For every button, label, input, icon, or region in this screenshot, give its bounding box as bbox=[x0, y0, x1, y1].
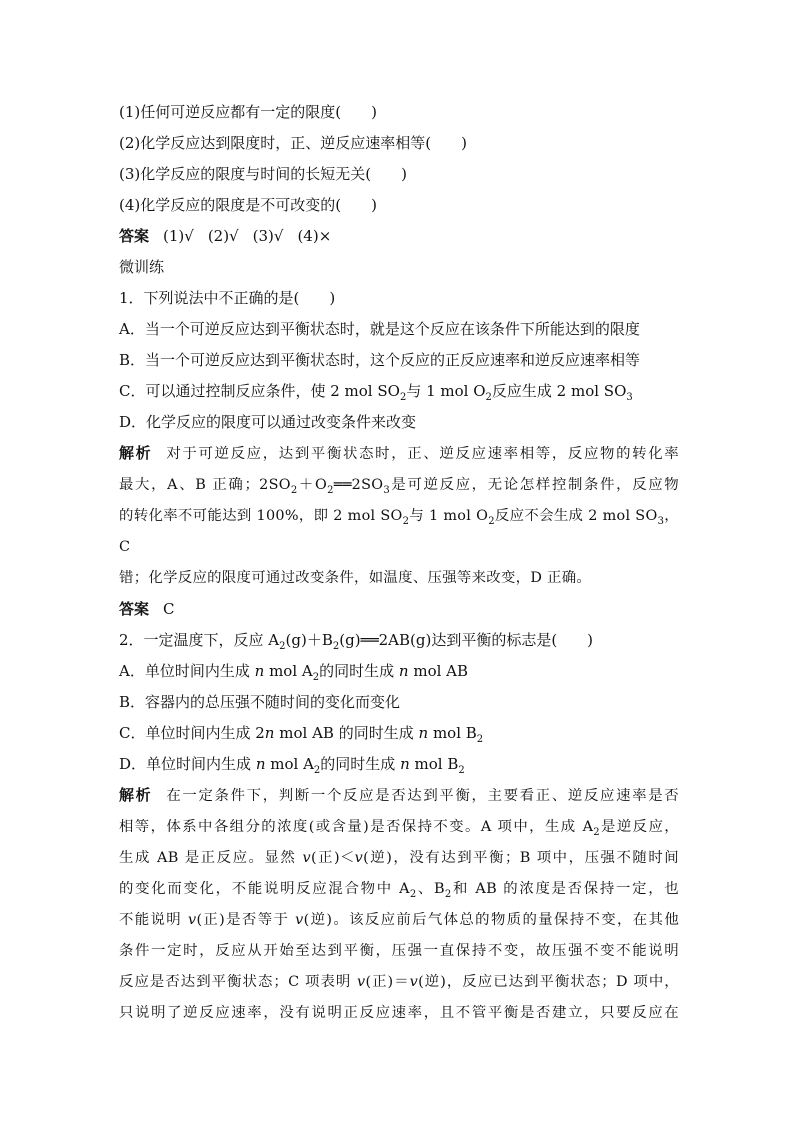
q2-explain-line-6: 条件一定时，反应从开始至达到平衡，压强一直保持不变，故压强不变不能说明 bbox=[119, 943, 679, 959]
q2-explain-line-5: 不能说明 v(正)是否等于 v(逆)。该反应前后气体总的物质的量保持不变，在其他 bbox=[119, 912, 680, 928]
judgment-2: (2)化学反应达到限度时，正、逆反应速率相等( ) bbox=[119, 134, 467, 152]
q1-option-c: C．可以通过控制反应条件，使 2 mol $SO_2$与 1 mol $O_2$反应生成 2 mol $SO_3$ bbox=[119, 382, 633, 403]
answer-label: 答案 bbox=[119, 227, 150, 245]
q2-option-b: B．容器内的总压强不随时间的变化而变化 bbox=[119, 693, 401, 711]
judgment-4: (4)化学反应的限度是不可改变的( ) bbox=[119, 196, 377, 214]
q2-explain-line-4: 的变化而变化，不能说明反应混合物中 $A_2$、$B_2$和 AB 的浓度是否保持一定，也 bbox=[119, 881, 679, 900]
answer-1: (1)√ bbox=[163, 227, 194, 245]
q2-option-c: C．单位时间内生成 2n mol AB 的同时生成 n mol $B_2$ bbox=[119, 724, 484, 745]
q2-explain-line-1: 解析 在一定条件下，判断一个反应是否达到平衡，主要看正、逆反应速率是否 bbox=[119, 786, 679, 804]
q1-explain-line-2: 最大，A、B 正确；$2SO_2+O_2══2SO_3$是可逆反应，无论怎样控制条件，反应物 bbox=[119, 477, 679, 496]
q1-explain-line-3: 的转化率不可能达到 100%，即 2 mol $SO_2$与 1 mol $O_2$反应不会生成 2 mol $SO_3$，C bbox=[119, 508, 679, 555]
q1-option-d: D．化学反应的限度可以通过改变条件来改变 bbox=[119, 413, 417, 431]
q2-explain-line-2: 相等，体系中各组分的浓度(或含量)是否保持不变。A 项中，生成 $A_2$是逆反应， bbox=[119, 819, 679, 838]
judgment-answer-line bbox=[119, 221, 679, 252]
answer-3: (3)√ bbox=[252, 227, 284, 245]
document-page bbox=[119, 97, 679, 1029]
q1-explain-line-4: 错；化学反应的限度可通过改变条件，如温度、压强等来改变，D 正确。 bbox=[119, 570, 592, 586]
q2-stem: 2．一定温度下，反应 $A_2(g)+B_2(g)══2AB(g)$达到平衡的标志是( ) bbox=[119, 631, 594, 652]
q2-explain-line-7: 反应是否达到平衡状态；C 项表明 v(正)＝v(逆)，反应已达到平衡状态；D 项中， bbox=[119, 974, 680, 990]
judgment-1: (1)任何可逆反应都有一定的限度( ) bbox=[119, 103, 377, 121]
q1-stem: 1．下列说法中不正确的是( ) bbox=[119, 289, 336, 307]
judgment-3: (3)化学反应的限度与时间的长短无关( ) bbox=[119, 165, 407, 183]
q2-option-a: A．单位时间内生成 n mol $A_2$的同时生成 n mol AB bbox=[119, 662, 469, 683]
answer-2: (2)√ bbox=[207, 227, 239, 245]
q2-explain-line-3: 生成 AB 是正反应。显然 v(正)＜v(逆)，没有达到平衡；B 项中，压强不随时间 bbox=[119, 850, 679, 866]
q2-option-d: D．单位时间内生成 n mol $A_2$的同时生成 n mol $B_2$ bbox=[119, 755, 465, 776]
answer-4: (4)× bbox=[297, 227, 332, 245]
section-title: 微训练 bbox=[119, 258, 165, 276]
q1-option-b: B．当一个可逆反应达到平衡状态时，这个反应的正反应速率和逆反应速率相等 bbox=[119, 351, 641, 369]
q1-explain-line-1: 解析 对于可逆反应，达到平衡状态时，正、逆反应速率相等，反应物的转化率 bbox=[119, 444, 679, 462]
q1-option-a: A．当一个可逆反应达到平衡状态时，就是这个反应在该条件下所能达到的限度 bbox=[119, 320, 640, 338]
q1-answer: 答案 C bbox=[119, 600, 175, 618]
q2-explain-line-8: 只说明了逆反应速率，没有说明正反应速率，且不管平衡是否建立，只要反应在 bbox=[119, 1005, 679, 1021]
